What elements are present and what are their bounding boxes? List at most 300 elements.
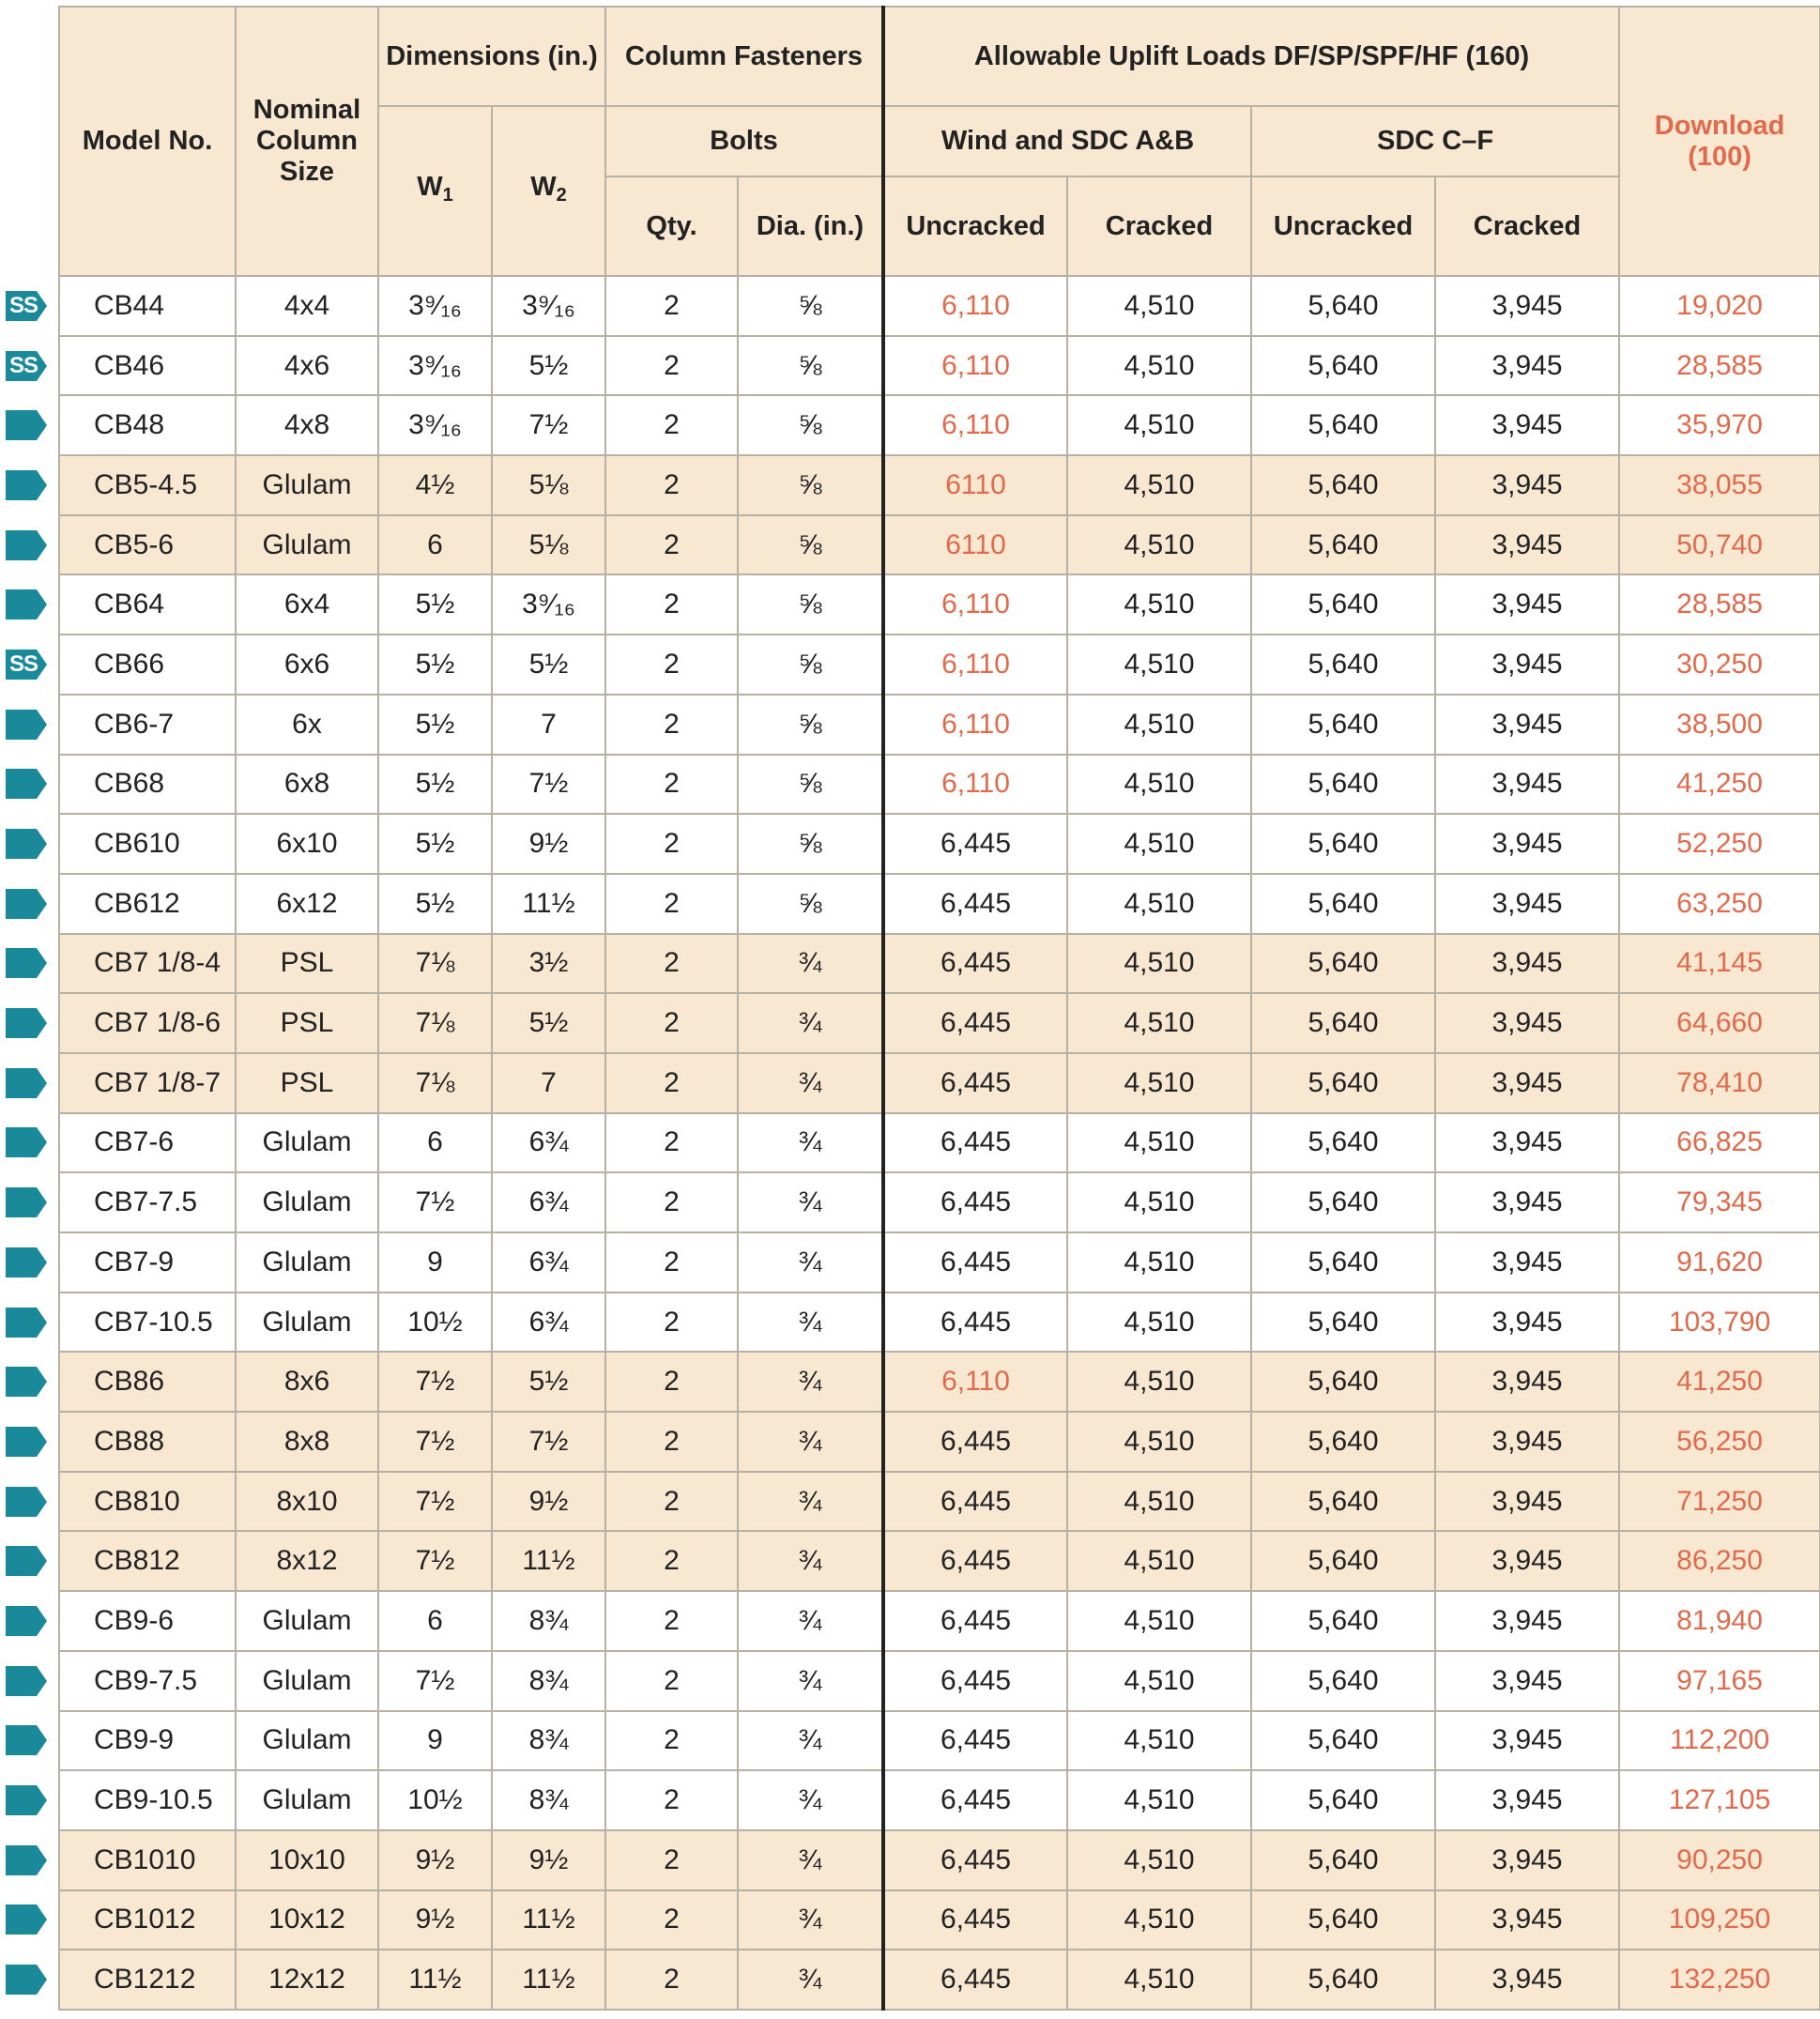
header-w2: $W_2$ [492,106,605,276]
cell-bolt-qty: 2 [605,276,738,336]
cell-wind-uncracked: 6,445 [883,1770,1067,1830]
cell-download: 64,660 [1619,993,1820,1053]
cell-wind-uncracked: 6,445 [883,993,1067,1053]
cell-download: 19,020 [1619,276,1820,336]
table-row [59,1950,1820,2010]
cell-sdc-uncracked: 5,640 [1251,993,1435,1053]
cell-bolt-dia: ¾ [738,1172,883,1232]
cell-bolt-dia: ¾ [738,1591,883,1651]
cell-w1: 6 [378,1591,492,1651]
cell-sdc-uncracked: 5,640 [1251,874,1435,934]
table-row [59,814,1820,874]
cell-sdc-uncracked: 5,640 [1251,395,1435,455]
table-row [59,874,1820,934]
cell-bolt-dia: ¾ [738,1472,883,1532]
cell-w2: 7 [492,695,605,755]
cell-sdc-cracked: 3,945 [1435,874,1619,934]
cell-bolt-qty: 2 [605,1053,738,1113]
cell-wind-cracked: 4,510 [1067,1412,1251,1472]
cell-wind-uncracked: 6,445 [883,1412,1067,1472]
cell-nominal-size: PSL [236,934,378,994]
cell-wind-uncracked: 6,445 [883,1113,1067,1173]
cell-sdc-cracked: 3,945 [1435,1950,1619,2010]
cell-model: CB46 [59,336,236,396]
cell-w2: 6¾ [492,1172,605,1232]
header-wind-sdc-ab: Wind and SDC A&B [883,106,1251,176]
cell-w2: 9½ [492,1472,605,1532]
cell-bolt-qty: 2 [605,1232,738,1292]
cell-sdc-cracked: 3,945 [1435,1531,1619,1591]
cell-w1: 5½ [378,814,492,874]
cell-model: CB9-6 [59,1591,236,1651]
cell-wind-cracked: 4,510 [1067,1770,1251,1830]
cell-wind-cracked: 4,510 [1067,1352,1251,1412]
cell-w1: 5½ [378,635,492,695]
cell-wind-cracked: 4,510 [1067,395,1251,455]
cell-nominal-size: 8x8 [236,1412,378,1472]
arrow-tag-icon [6,829,47,859]
cell-wind-uncracked: 6,445 [883,1053,1067,1113]
cell-model: CB7-9 [59,1232,236,1292]
cell-wind-cracked: 4,510 [1067,1711,1251,1771]
cell-model: CB610 [59,814,236,874]
cell-w2: 11½ [492,1950,605,2010]
cell-bolt-qty: 2 [605,395,738,455]
header-qty: Qty. [605,176,738,276]
header-w1: $W_1$ [378,106,492,276]
cell-w2: 9½ [492,1830,605,1890]
cell-sdc-uncracked: 5,640 [1251,276,1435,336]
product-table [58,6,1820,2011]
cell-nominal-size: Glulam [236,1172,378,1232]
arrow-tag-icon [6,1008,47,1038]
cell-sdc-cracked: 3,945 [1435,993,1619,1053]
cell-download: 52,250 [1619,814,1820,874]
cell-download: 79,345 [1619,1172,1820,1232]
cell-sdc-uncracked: 5,640 [1251,1053,1435,1113]
header-nominal-size: Nominal Column Size [236,7,378,276]
cell-bolt-dia: ¾ [738,1711,883,1771]
cell-bolt-dia: ¾ [738,1292,883,1353]
arrow-tag-icon [6,1308,47,1338]
cell-sdc-uncracked: 5,640 [1251,1651,1435,1711]
cell-download: 41,250 [1619,1352,1820,1412]
cell-model: CB9-9 [59,1711,236,1771]
cell-wind-uncracked: 6,110 [883,635,1067,695]
cell-wind-uncracked: 6,110 [883,695,1067,755]
cell-w2: 11½ [492,1890,605,1950]
cell-bolt-qty: 2 [605,1651,738,1711]
cell-sdc-cracked: 3,945 [1435,395,1619,455]
cell-w1: 4½ [378,455,492,515]
header-dia: Dia. (in.) [738,176,883,276]
cell-model: CB66 [59,635,236,695]
cell-wind-cracked: 4,510 [1067,336,1251,396]
cell-download: 109,250 [1619,1890,1820,1950]
cell-model: CB7 1/8-6 [59,993,236,1053]
cell-w1: 3⁹⁄₁₆ [378,395,492,455]
cell-bolt-dia: ⅝ [738,276,883,336]
table-row [59,395,1820,455]
cell-wind-cracked: 4,510 [1067,455,1251,515]
cell-w2: 3⁹⁄₁₆ [492,574,605,635]
cell-w2: 7½ [492,395,605,455]
arrow-tag-icon [6,1904,47,1935]
cell-model: CB68 [59,755,236,815]
cell-wind-cracked: 4,510 [1067,635,1251,695]
cell-w2: 5½ [492,336,605,396]
cell-download: 63,250 [1619,874,1820,934]
cell-model: CB810 [59,1472,236,1532]
cell-wind-uncracked: 6,110 [883,395,1067,455]
cell-wind-cracked: 4,510 [1067,1172,1251,1232]
cell-model: CB86 [59,1352,236,1412]
cell-download: 91,620 [1619,1232,1820,1292]
header-column-fasteners: Column Fasteners [605,7,883,106]
cell-nominal-size: Glulam [236,1113,378,1173]
cell-wind-uncracked: 6,445 [883,934,1067,994]
cell-model: CB5-4.5 [59,455,236,515]
cell-model: CB44 [59,276,236,336]
ss-tag-icon: SS [6,650,47,680]
cell-sdc-cracked: 3,945 [1435,1711,1619,1771]
cell-model: CB1010 [59,1830,236,1890]
cell-wind-cracked: 4,510 [1067,276,1251,336]
cell-download: 97,165 [1619,1651,1820,1711]
cell-w2: 11½ [492,1531,605,1591]
cell-sdc-cracked: 3,945 [1435,695,1619,755]
cell-sdc-cracked: 3,945 [1435,1292,1619,1353]
cell-wind-uncracked: 6,445 [883,1711,1067,1771]
cell-sdc-uncracked: 5,640 [1251,336,1435,396]
cell-bolt-dia: ¾ [738,1770,883,1830]
arrow-tag-icon [6,530,47,560]
cell-sdc-uncracked: 5,640 [1251,1472,1435,1532]
cell-sdc-cracked: 3,945 [1435,336,1619,396]
cell-w2: 6¾ [492,1292,605,1353]
cell-model: CB9-7.5 [59,1651,236,1711]
cell-download: 56,250 [1619,1412,1820,1472]
cell-nominal-size: Glulam [236,1232,378,1292]
cell-wind-cracked: 4,510 [1067,1830,1251,1890]
cell-w1: 5½ [378,695,492,755]
cell-wind-cracked: 4,510 [1067,755,1251,815]
cell-model: CB7-6 [59,1113,236,1173]
cell-bolt-dia: ¾ [738,934,883,994]
header-sdc-cf: SDC C–F [1251,106,1619,176]
cell-download: 30,250 [1619,635,1820,695]
arrow-tag-icon [6,769,47,799]
cell-bolt-qty: 2 [605,455,738,515]
cell-w1: 9 [378,1232,492,1292]
cell-sdc-cracked: 3,945 [1435,1472,1619,1532]
cell-w2: 11½ [492,874,605,934]
header-sdc-uncracked: Uncracked [1251,176,1435,276]
table-row [59,455,1820,515]
cell-w1: 5½ [378,874,492,934]
cell-w1: 7½ [378,1352,492,1412]
cell-w2: 5⅛ [492,515,605,575]
cell-bolt-qty: 2 [605,1292,738,1353]
cell-bolt-qty: 2 [605,993,738,1053]
cell-w2: 5½ [492,1352,605,1412]
cell-wind-uncracked: 6,110 [883,336,1067,396]
cell-model: CB64 [59,574,236,635]
arrow-tag-icon [6,710,47,740]
cell-nominal-size: 6x8 [236,755,378,815]
cell-bolt-dia: ⅝ [738,755,883,815]
arrow-tag-icon [6,1487,47,1517]
cell-sdc-uncracked: 5,640 [1251,1113,1435,1173]
cell-wind-cracked: 4,510 [1067,1591,1251,1651]
cell-wind-cracked: 4,510 [1067,1950,1251,2010]
cell-download: 81,940 [1619,1591,1820,1651]
table-row [59,1352,1820,1412]
cell-w2: 8¾ [492,1651,605,1711]
cell-sdc-uncracked: 5,640 [1251,1770,1435,1830]
arrow-tag-icon [6,1666,47,1696]
cell-w2: 8¾ [492,1591,605,1651]
cell-sdc-cracked: 3,945 [1435,934,1619,994]
cell-nominal-size: 6x12 [236,874,378,934]
cell-bolt-qty: 2 [605,1412,738,1472]
cell-bolt-qty: 2 [605,574,738,635]
arrow-tag-icon [6,1367,47,1397]
cell-w2: 9½ [492,814,605,874]
cell-nominal-size: Glulam [236,1711,378,1771]
table-row [59,755,1820,815]
cell-download: 38,055 [1619,455,1820,515]
cell-sdc-cracked: 3,945 [1435,1890,1619,1950]
cell-sdc-cracked: 3,945 [1435,1053,1619,1113]
cell-bolt-dia: ¾ [738,1352,883,1412]
cell-sdc-uncracked: 5,640 [1251,1531,1435,1591]
cell-sdc-cracked: 3,945 [1435,455,1619,515]
cell-wind-cracked: 4,510 [1067,874,1251,934]
cell-nominal-size: 8x6 [236,1352,378,1412]
cell-download: 90,250 [1619,1830,1820,1890]
cell-bolt-qty: 2 [605,1830,738,1890]
cell-wind-cracked: 4,510 [1067,1053,1251,1113]
cell-nominal-size: 4x8 [236,395,378,455]
cell-bolt-dia: ⅝ [738,515,883,575]
header-download: Download (100) [1619,7,1820,276]
cell-w1: 7½ [378,1172,492,1232]
cell-bolt-qty: 2 [605,874,738,934]
cell-bolt-dia: ¾ [738,1890,883,1950]
cell-wind-uncracked: 6,445 [883,1591,1067,1651]
cell-bolt-dia: ⅝ [738,874,883,934]
cell-bolt-dia: ⅝ [738,455,883,515]
table-row [59,1770,1820,1830]
cell-bolt-qty: 2 [605,755,738,815]
cell-wind-cracked: 4,510 [1067,1890,1251,1950]
cell-wind-uncracked: 6,445 [883,1830,1067,1890]
cell-model: CB7-10.5 [59,1292,236,1353]
cell-download: 132,250 [1619,1950,1820,2010]
table-row [59,1232,1820,1292]
table-row [59,515,1820,575]
arrow-tag-icon [6,1785,47,1815]
cell-w2: 6¾ [492,1113,605,1173]
arrow-tag-icon [6,589,47,619]
cell-sdc-cracked: 3,945 [1435,1352,1619,1412]
cell-w2: 7½ [492,1412,605,1472]
cell-bolt-qty: 2 [605,1591,738,1651]
cell-nominal-size: Glulam [236,1651,378,1711]
cell-nominal-size: 4x6 [236,336,378,396]
cell-sdc-cracked: 3,945 [1435,1113,1619,1173]
cell-bolt-dia: ¾ [738,1053,883,1113]
table-row [59,1472,1820,1532]
cell-wind-uncracked: 6,445 [883,1651,1067,1711]
cell-wind-uncracked: 6,110 [883,1352,1067,1412]
header-sdc-cracked: Cracked [1435,176,1619,276]
cell-bolt-dia: ⅝ [738,574,883,635]
cell-bolt-dia: ⅝ [738,336,883,396]
cell-nominal-size: Glulam [236,1292,378,1353]
cell-nominal-size: PSL [236,1053,378,1113]
cell-nominal-size: PSL [236,993,378,1053]
cell-sdc-cracked: 3,945 [1435,1770,1619,1830]
arrow-tag-icon [6,410,47,440]
cell-w1: 7⅛ [378,934,492,994]
arrow-tag-icon [6,1127,47,1157]
cell-w1: 7½ [378,1412,492,1472]
cell-sdc-uncracked: 5,640 [1251,934,1435,994]
cell-model: CB612 [59,874,236,934]
cell-download: 38,500 [1619,695,1820,755]
cell-w1: 10½ [378,1770,492,1830]
cell-sdc-uncracked: 5,640 [1251,695,1435,755]
cell-bolt-qty: 2 [605,1472,738,1532]
table-row [59,1412,1820,1472]
cell-w1: 11½ [378,1950,492,2010]
cell-nominal-size: 6x [236,695,378,755]
cell-w1: 9 [378,1711,492,1771]
cell-w1: 7½ [378,1651,492,1711]
cell-wind-uncracked: 6,110 [883,755,1067,815]
cell-w1: 9½ [378,1890,492,1950]
cell-download: 86,250 [1619,1531,1820,1591]
cell-wind-cracked: 4,510 [1067,1113,1251,1173]
arrow-tag-icon [6,948,47,978]
cell-model: CB812 [59,1531,236,1591]
table-row [59,1172,1820,1232]
cell-download: 112,200 [1619,1711,1820,1771]
arrow-tag-icon [6,1427,47,1457]
arrow-tag-icon [6,889,47,919]
cell-download: 35,970 [1619,395,1820,455]
cell-bolt-dia: ⅝ [738,635,883,695]
cell-w2: 6¾ [492,1232,605,1292]
cell-wind-cracked: 4,510 [1067,695,1251,755]
cell-bolt-qty: 2 [605,635,738,695]
cell-wind-uncracked: 6,445 [883,1472,1067,1532]
ss-tag-icon: SS [6,291,47,321]
table-row [59,1531,1820,1591]
cell-w2: 3⁹⁄₁₆ [492,276,605,336]
cell-download: 50,740 [1619,515,1820,575]
cell-sdc-uncracked: 5,640 [1251,814,1435,874]
cell-sdc-uncracked: 5,640 [1251,1890,1435,1950]
header-wind-uncracked: Uncracked [883,176,1067,276]
cell-sdc-uncracked: 5,640 [1251,1352,1435,1412]
cell-sdc-cracked: 3,945 [1435,755,1619,815]
table-row [59,695,1820,755]
cell-w1: 7½ [378,1531,492,1591]
cell-bolt-qty: 2 [605,934,738,994]
cell-bolt-qty: 2 [605,695,738,755]
cell-sdc-uncracked: 5,640 [1251,1591,1435,1651]
table-row [59,1113,1820,1173]
cell-wind-uncracked: 6,445 [883,1890,1067,1950]
cell-sdc-cracked: 3,945 [1435,814,1619,874]
cell-sdc-cracked: 3,945 [1435,515,1619,575]
cell-w1: 7½ [378,1472,492,1532]
cell-w1: 6 [378,515,492,575]
cell-bolt-dia: ¾ [738,1113,883,1173]
cell-wind-uncracked: 6,445 [883,1950,1067,2010]
cell-bolt-qty: 2 [605,1950,738,2010]
cell-sdc-cracked: 3,945 [1435,1651,1619,1711]
header-bolts: Bolts [605,106,883,176]
cell-wind-cracked: 4,510 [1067,515,1251,575]
cell-nominal-size: Glulam [236,455,378,515]
cell-w2: 7½ [492,755,605,815]
arrow-tag-icon [6,470,47,500]
cell-w1: 7⅛ [378,993,492,1053]
cell-sdc-uncracked: 5,640 [1251,1412,1435,1472]
cell-wind-uncracked: 6,110 [883,574,1067,635]
cell-nominal-size: 8x12 [236,1531,378,1591]
cell-nominal-size: 10x10 [236,1830,378,1890]
cell-bolt-dia: ¾ [738,1412,883,1472]
cell-w1: 7⅛ [378,1053,492,1113]
cell-wind-cracked: 4,510 [1067,993,1251,1053]
table-row [59,276,1820,336]
cell-bolt-dia: ¾ [738,1651,883,1711]
cell-wind-uncracked: 6,445 [883,1172,1067,1232]
cell-wind-cracked: 4,510 [1067,574,1251,635]
cell-wind-uncracked: 6110 [883,515,1067,575]
cell-bolt-qty: 2 [605,1711,738,1771]
cell-bolt-dia: ⅝ [738,814,883,874]
cell-bolt-qty: 2 [605,1531,738,1591]
cell-sdc-uncracked: 5,640 [1251,635,1435,695]
cell-sdc-uncracked: 5,640 [1251,1711,1435,1771]
cell-sdc-uncracked: 5,640 [1251,455,1435,515]
cell-sdc-uncracked: 5,640 [1251,755,1435,815]
cell-w1: 6 [378,1113,492,1173]
table-row [59,1711,1820,1771]
cell-wind-cracked: 4,510 [1067,1232,1251,1292]
cell-nominal-size: 6x10 [236,814,378,874]
cell-sdc-uncracked: 5,640 [1251,1950,1435,2010]
cell-w1: 5½ [378,755,492,815]
table-row [59,1053,1820,1113]
cell-nominal-size: 8x10 [236,1472,378,1532]
cell-download: 41,145 [1619,934,1820,994]
cell-sdc-uncracked: 5,640 [1251,515,1435,575]
cell-bolt-dia: ¾ [738,1950,883,2010]
cell-bolt-dia: ⅝ [738,695,883,755]
cell-nominal-size: 12x12 [236,1950,378,2010]
cell-bolt-qty: 2 [605,1770,738,1830]
cell-nominal-size: 4x4 [236,276,378,336]
cell-w1: 3⁹⁄₁₆ [378,276,492,336]
cell-model: CB7 1/8-7 [59,1053,236,1113]
